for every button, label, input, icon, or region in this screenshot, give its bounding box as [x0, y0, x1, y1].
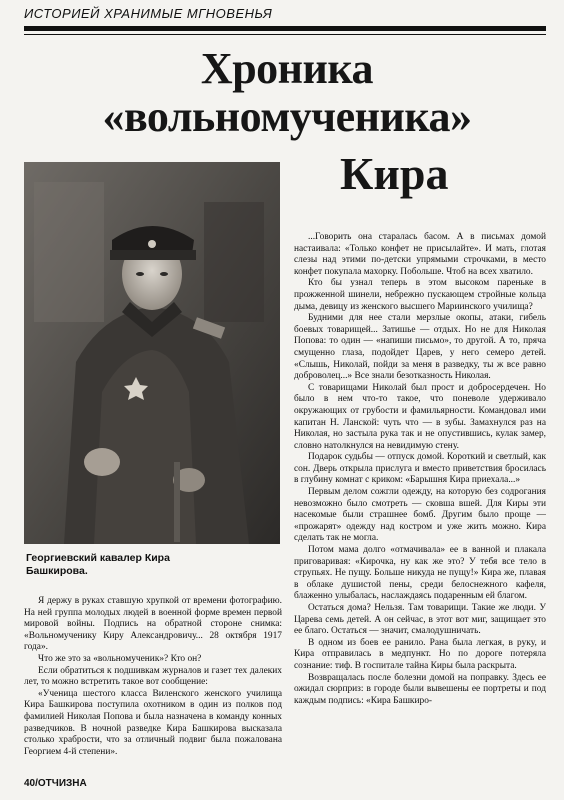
- headline-line-1: Хроника: [200, 44, 374, 93]
- right-paragraph: С товарищами Николай был прост и добросердечен. Но было в нем что-то такое, что поневоле удерживало окружающих от грубости и фамильярности. Командовал ими капитан Н. Ланской: чуть что — в зубы. Замахнулся раз на Николая, но застыла рука так и не опустившись, кулак замер, словно натолкнулся на невидимую стену.: [294, 382, 546, 451]
- right-paragraph: Остаться дома? Нельзя. Там товарищи. Такие же люди. У Царева семь детей. А он сейчас, в этот вот миг, защищает это ее благо. Остаться — значит, смалодушничать.: [294, 603, 546, 637]
- right-paragraph: Будними для нее стали мерзлые окопы, атаки, гибель боевых товарищей... Затишье — отдых. Но не для Николая Попова: то один — «напиши письмо», то другой. А то, пряча смущенно глаза, подойдет Царев, у него семеро детей. «Слышь, Николай, пойди за меня в разведку, ты ж все равно доброволец...» Все знали безотказность Николая.: [294, 313, 546, 382]
- left-paragraph: Если обратиться к подшивкам журналов и газет тех далеких лет, то можно встретить такое вот сообщение:: [24, 665, 282, 688]
- left-paragraph: Я держу в руках ставшую хрупкой от времени фотографию. На ней группа молодых людей в военной форме времен первой мировой войны. Подпись на обратной стороне снимка: «Вольномученику Киру Александровичу... 28 октября 1917 года».: [24, 596, 282, 653]
- page-footer: 40/ОТЧИЗНА: [24, 778, 87, 789]
- portrait-image: [24, 162, 280, 544]
- right-column: [294, 232, 546, 792]
- left-paragraph: «Ученица шестого класса Виленского женского училища Кира Башкирова поступила охотником в один из полков под фамилией Николая Попова и была назначена в команду конных разведчиков. В ночной разведке Кира Башкирова высказала столько храбрости, что за отличный подвиг была пожалована Георгием 4-й степени».: [24, 688, 282, 757]
- headline-line-2: «вольномученика»: [102, 92, 472, 141]
- left-paragraph: Что же это за «вольномученик»? Кто он?: [38, 653, 202, 664]
- right-paragraph: ...Говорить она старалась басом. А в письмах домой настаивала: «Только конфет не присылайте». И мать, глотая слезы над этими по-детски упрямыми строчками, в место конфет покупала махорку. Побольше. Чтоб на всех хватило.: [294, 232, 546, 277]
- header-rule-thin: [24, 34, 546, 35]
- right-paragraph: Подарок судьбы — отпуск домой. Короткий и светлый, как сон. Дверь открыла прислуга и вместо приветствия бросилась в глубину комнат с криком: «Барышня Кира приехала...»: [294, 452, 546, 486]
- photo-caption: Георгиевский кавалер Кира Башкирова.: [26, 552, 170, 577]
- right-paragraph: В одном из боев ее ранило. Рана была легкая, в руку, и Кира отправилась в медпункт. Но по дороге потеряла сознание: тиф. В госпитале тайна Киры была раскрыта.: [294, 637, 546, 671]
- section-title: ИСТОРИЕЙ ХРАНИМЫЕ МГНОВЕНЬЯ: [24, 6, 273, 21]
- left-column: [24, 596, 282, 776]
- portrait-photo: [24, 162, 280, 544]
- right-paragraph: Возвращалась после болезни домой на поправку. Здесь ее ожидал сюрприз: в городе были вывешены ее портреты и под каждым подпись: «Кира Башкиро-: [294, 672, 546, 706]
- right-paragraph: Кто бы узнал теперь в этом высоком пареньке в прожженной шинели, небрежно пускающем стройные кольца дыма, девицу из женского высшего Мариинского училища?: [294, 278, 546, 312]
- right-paragraph: Первым делом сожгли одежду, на которую без содрогания невозможно было смотреть — сковша вшей. Для Киры эти насекомые были страшнее бомб. Другим было проще — «прожарят» одежду над костром и уже жить можно. Кира сделать так не могла.: [294, 487, 546, 544]
- header-rule-thick: [24, 26, 546, 31]
- right-paragraph: Потом мама долго «отмачивала» ее в ванной и плакала приговаривая: «Кирочка, ну как же это? У тебя все тело в струпьях. Не пущу. Больше никуда не пущу!» Кира же, плавая в облаке душистой пены, среди белоснежного кафеля, блаженно улыбалась, наслаждаясь подаренным ей благом.: [294, 545, 546, 602]
- headline-line-3: Кира: [340, 148, 449, 199]
